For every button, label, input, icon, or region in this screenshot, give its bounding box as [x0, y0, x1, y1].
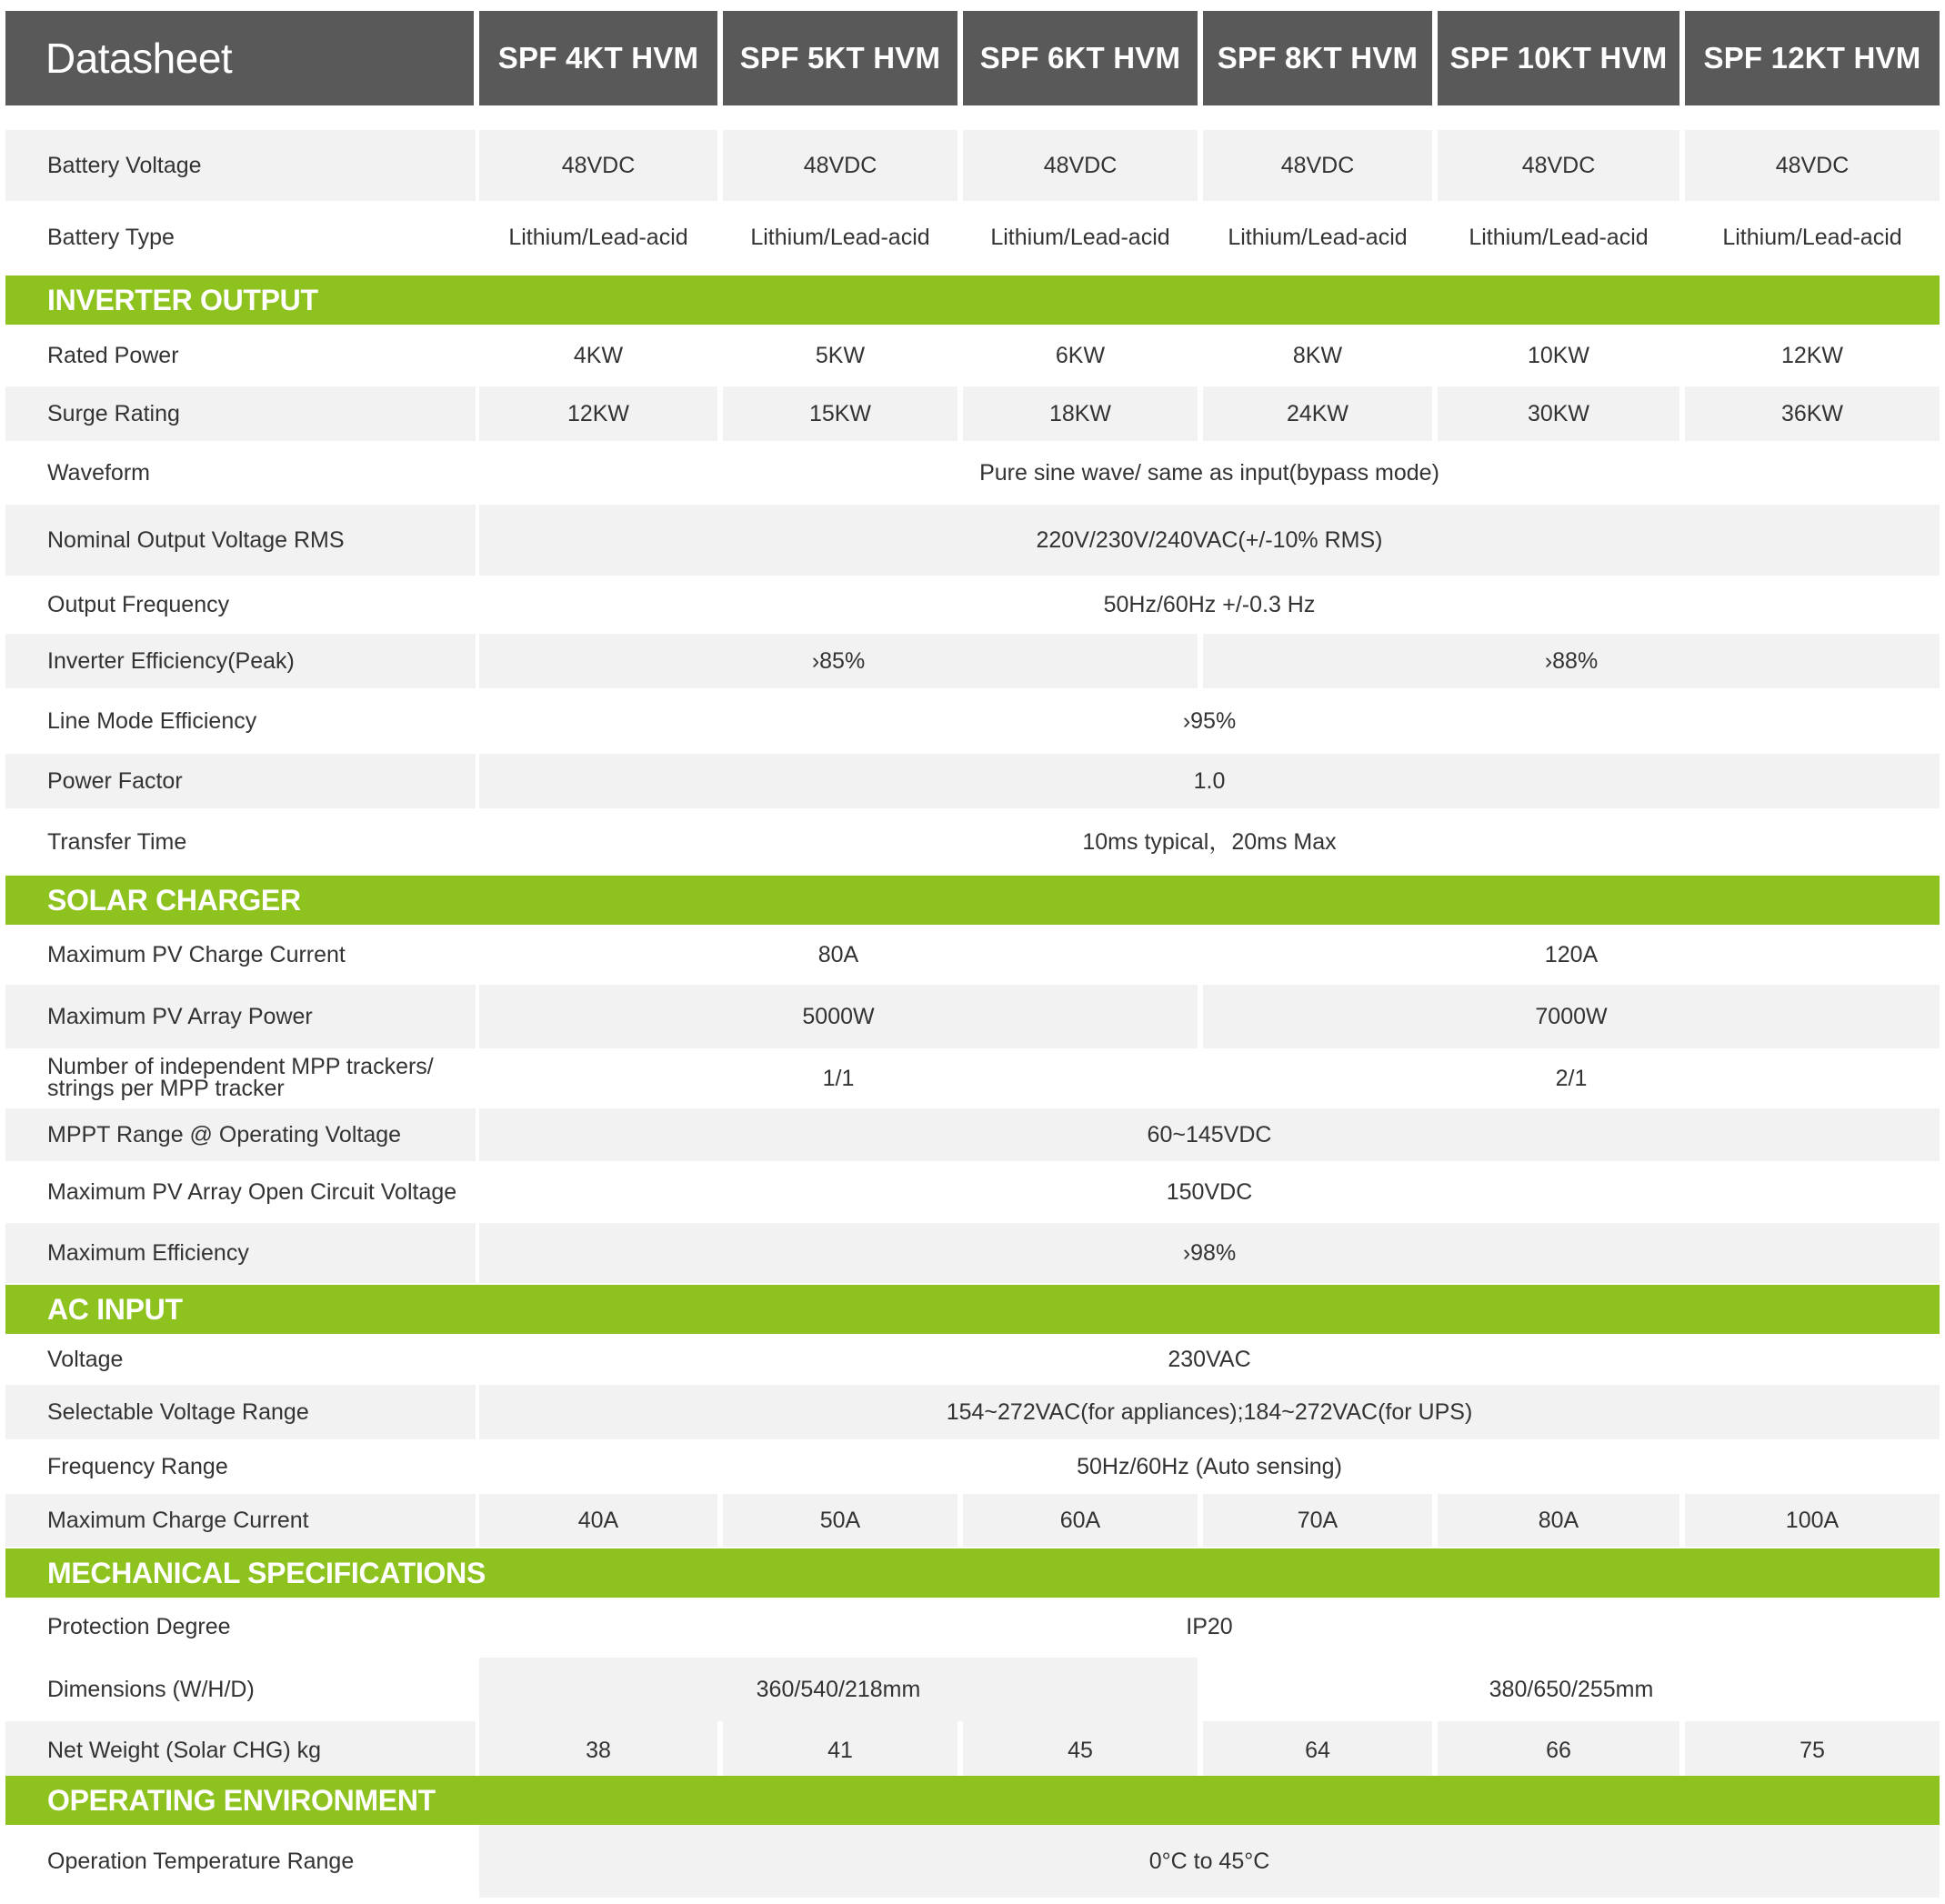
row-label: Net Weight (Solar CHG) kg	[5, 1721, 476, 1779]
value-cell: Lithium/Lead-acid	[479, 201, 717, 274]
value-cell: 50A	[723, 1494, 957, 1547]
value-cell: 6KW	[963, 325, 1198, 386]
value-cell: 5000W	[479, 985, 1198, 1048]
row-label: MPPT Range @ Operating Voltage	[5, 1108, 476, 1161]
value-cell: 1/1	[479, 1048, 1198, 1108]
value-cell: 38	[479, 1721, 717, 1779]
value-cell: 7000W	[1203, 985, 1940, 1048]
value-cell: 1.0	[479, 754, 1940, 808]
row-label: Protection Degree	[5, 1598, 476, 1656]
row-label: Rated Power	[5, 325, 476, 386]
value-cell: Lithium/Lead-acid	[1203, 201, 1432, 274]
value-cell: 60~145VDC	[479, 1108, 1940, 1161]
section-header-solar-charger: SOLAR CHARGER	[5, 876, 1940, 925]
value-cell: Lithium/Lead-acid	[723, 201, 957, 274]
row-label: Maximum PV Charge Current	[5, 925, 476, 985]
value-cell: ›88%	[1203, 634, 1940, 688]
value-cell: 48VDC	[723, 130, 957, 201]
row-surge-rating	[5, 386, 1940, 441]
value-cell: 5KW	[723, 325, 957, 386]
row-label: Number of independent MPP trackers/ strings per MPP tracker	[5, 1048, 476, 1108]
value-cell: 50Hz/60Hz +/-0.3 Hz	[479, 576, 1940, 634]
row-rated-power	[5, 325, 1940, 386]
row-operation-temperature	[5, 1825, 1940, 1898]
model-header-4kt: SPF 4KT HVM	[479, 11, 717, 105]
row-max-pv-charge-current	[5, 925, 1940, 985]
row-selectable-voltage-range	[5, 1385, 1940, 1439]
value-cell: 36KW	[1685, 386, 1940, 441]
row-label: Selectable Voltage Range	[5, 1385, 476, 1439]
row-output-frequency	[5, 576, 1940, 634]
value-cell: 48VDC	[1438, 130, 1679, 201]
section-header-ac-input: AC INPUT	[5, 1285, 1940, 1334]
value-cell: 48VDC	[479, 130, 717, 201]
row-power-factor	[5, 754, 1940, 808]
value-cell: IP20	[479, 1598, 1940, 1656]
value-cell: 40A	[479, 1494, 717, 1547]
value-cell: 230VAC	[479, 1334, 1940, 1385]
row-waveform	[5, 441, 1940, 505]
value-cell: 2/1	[1203, 1048, 1940, 1108]
value-cell: 50Hz/60Hz (Auto sensing)	[479, 1439, 1940, 1494]
row-label: Inverter Efficiency(Peak)	[5, 634, 476, 688]
value-cell: Lithium/Lead-acid	[1685, 201, 1940, 274]
model-header-6kt: SPF 6KT HVM	[963, 11, 1198, 105]
value-cell: Lithium/Lead-acid	[963, 201, 1198, 274]
row-label: Battery Type	[5, 201, 476, 274]
model-header-12kt: SPF 12KT HVM	[1685, 11, 1940, 105]
value-cell: 100A	[1685, 1494, 1940, 1547]
value-cell: Pure sine wave/ same as input(bypass mode)	[479, 441, 1940, 505]
value-cell: 48VDC	[1685, 130, 1940, 201]
row-mpp-trackers	[5, 1048, 1940, 1108]
section-header-inverter-output: INVERTER OUTPUT	[5, 276, 1940, 325]
row-label: Output Frequency	[5, 576, 476, 634]
row-label: Waveform	[5, 441, 476, 505]
value-cell: 120A	[1203, 925, 1940, 985]
row-label: Frequency Range	[5, 1439, 476, 1494]
datasheet-table	[5, 0, 1940, 1904]
section-header-operating-environment: OPERATING ENVIRONMENT	[5, 1776, 1940, 1825]
row-label: Battery Voltage	[5, 130, 476, 201]
value-cell: 360/540/218mm	[479, 1658, 1198, 1721]
value-cell: 70A	[1203, 1494, 1432, 1547]
value-cell: 18KW	[963, 386, 1198, 441]
value-cell: 0°C to 45°C	[479, 1825, 1940, 1898]
row-label: Maximum Charge Current	[5, 1494, 476, 1547]
row-net-weight	[5, 1721, 1940, 1779]
row-nominal-output-voltage	[5, 505, 1940, 576]
value-cell: 60A	[963, 1494, 1198, 1547]
row-label: Maximum PV Array Open Circuit Voltage	[5, 1161, 476, 1223]
value-cell: Lithium/Lead-acid	[1438, 201, 1679, 274]
row-label: Transfer Time	[5, 808, 476, 876]
row-max-pv-array-power	[5, 985, 1940, 1048]
row-label: Voltage	[5, 1334, 476, 1385]
row-label: Dimensions (W/H/D)	[5, 1658, 476, 1721]
row-label: Nominal Output Voltage RMS	[5, 505, 476, 576]
row-ac-voltage	[5, 1334, 1940, 1385]
row-label: Surge Rating	[5, 386, 476, 441]
value-cell: ›85%	[479, 634, 1198, 688]
model-header-5kt: SPF 5KT HVM	[723, 11, 957, 105]
value-cell: 150VDC	[479, 1161, 1940, 1223]
row-label: Maximum Efficiency	[5, 1223, 476, 1283]
value-cell: 12KW	[1685, 325, 1940, 386]
value-cell: ›95%	[479, 688, 1940, 754]
value-cell: 154~272VAC(for appliances);184~272VAC(for UPS)	[479, 1385, 1940, 1439]
value-cell: 75	[1685, 1721, 1940, 1779]
row-max-charge-current	[5, 1494, 1940, 1547]
row-dimensions	[5, 1658, 1940, 1721]
value-cell: 10KW	[1438, 325, 1679, 386]
value-cell: 10ms typical，20ms Max	[479, 808, 1940, 876]
value-cell: 380/650/255mm	[1203, 1658, 1940, 1721]
value-cell: 8KW	[1203, 325, 1432, 386]
row-max-pv-open-circuit-voltage	[5, 1161, 1940, 1223]
row-frequency-range	[5, 1439, 1940, 1494]
value-cell: 48VDC	[1203, 130, 1432, 201]
value-cell: 12KW	[479, 386, 717, 441]
datasheet-title: Datasheet	[5, 11, 474, 105]
value-cell: 66	[1438, 1721, 1679, 1779]
value-cell: 48VDC	[963, 130, 1198, 201]
model-header-10kt: SPF 10KT HVM	[1438, 11, 1679, 105]
value-cell: 80A	[479, 925, 1198, 985]
row-protection-degree	[5, 1598, 1940, 1656]
section-header-mechanical: MECHANICAL SPECIFICATIONS	[5, 1548, 1940, 1598]
value-cell: 24KW	[1203, 386, 1432, 441]
row-line-mode-efficiency	[5, 688, 1940, 754]
value-cell: 80A	[1438, 1494, 1679, 1547]
value-cell: 30KW	[1438, 386, 1679, 441]
row-inverter-efficiency	[5, 634, 1940, 688]
value-cell: ›98%	[479, 1223, 1940, 1283]
row-transfer-time	[5, 808, 1940, 876]
row-max-efficiency	[5, 1223, 1940, 1283]
row-label: Line Mode Efficiency	[5, 688, 476, 754]
row-battery-type	[5, 201, 1940, 274]
value-cell: 220V/230V/240VAC(+/-10% RMS)	[479, 505, 1940, 576]
value-cell: 15KW	[723, 386, 957, 441]
row-battery-voltage	[5, 130, 1940, 201]
row-label: Operation Temperature Range	[5, 1825, 476, 1898]
row-label: Maximum PV Array Power	[5, 985, 476, 1048]
value-cell: 41	[723, 1721, 957, 1779]
model-header-8kt: SPF 8KT HVM	[1203, 11, 1432, 105]
value-cell: 45	[963, 1721, 1198, 1779]
row-label: Power Factor	[5, 754, 476, 808]
value-cell: 64	[1203, 1721, 1432, 1779]
value-cell: 4KW	[479, 325, 717, 386]
row-mppt-range	[5, 1108, 1940, 1161]
